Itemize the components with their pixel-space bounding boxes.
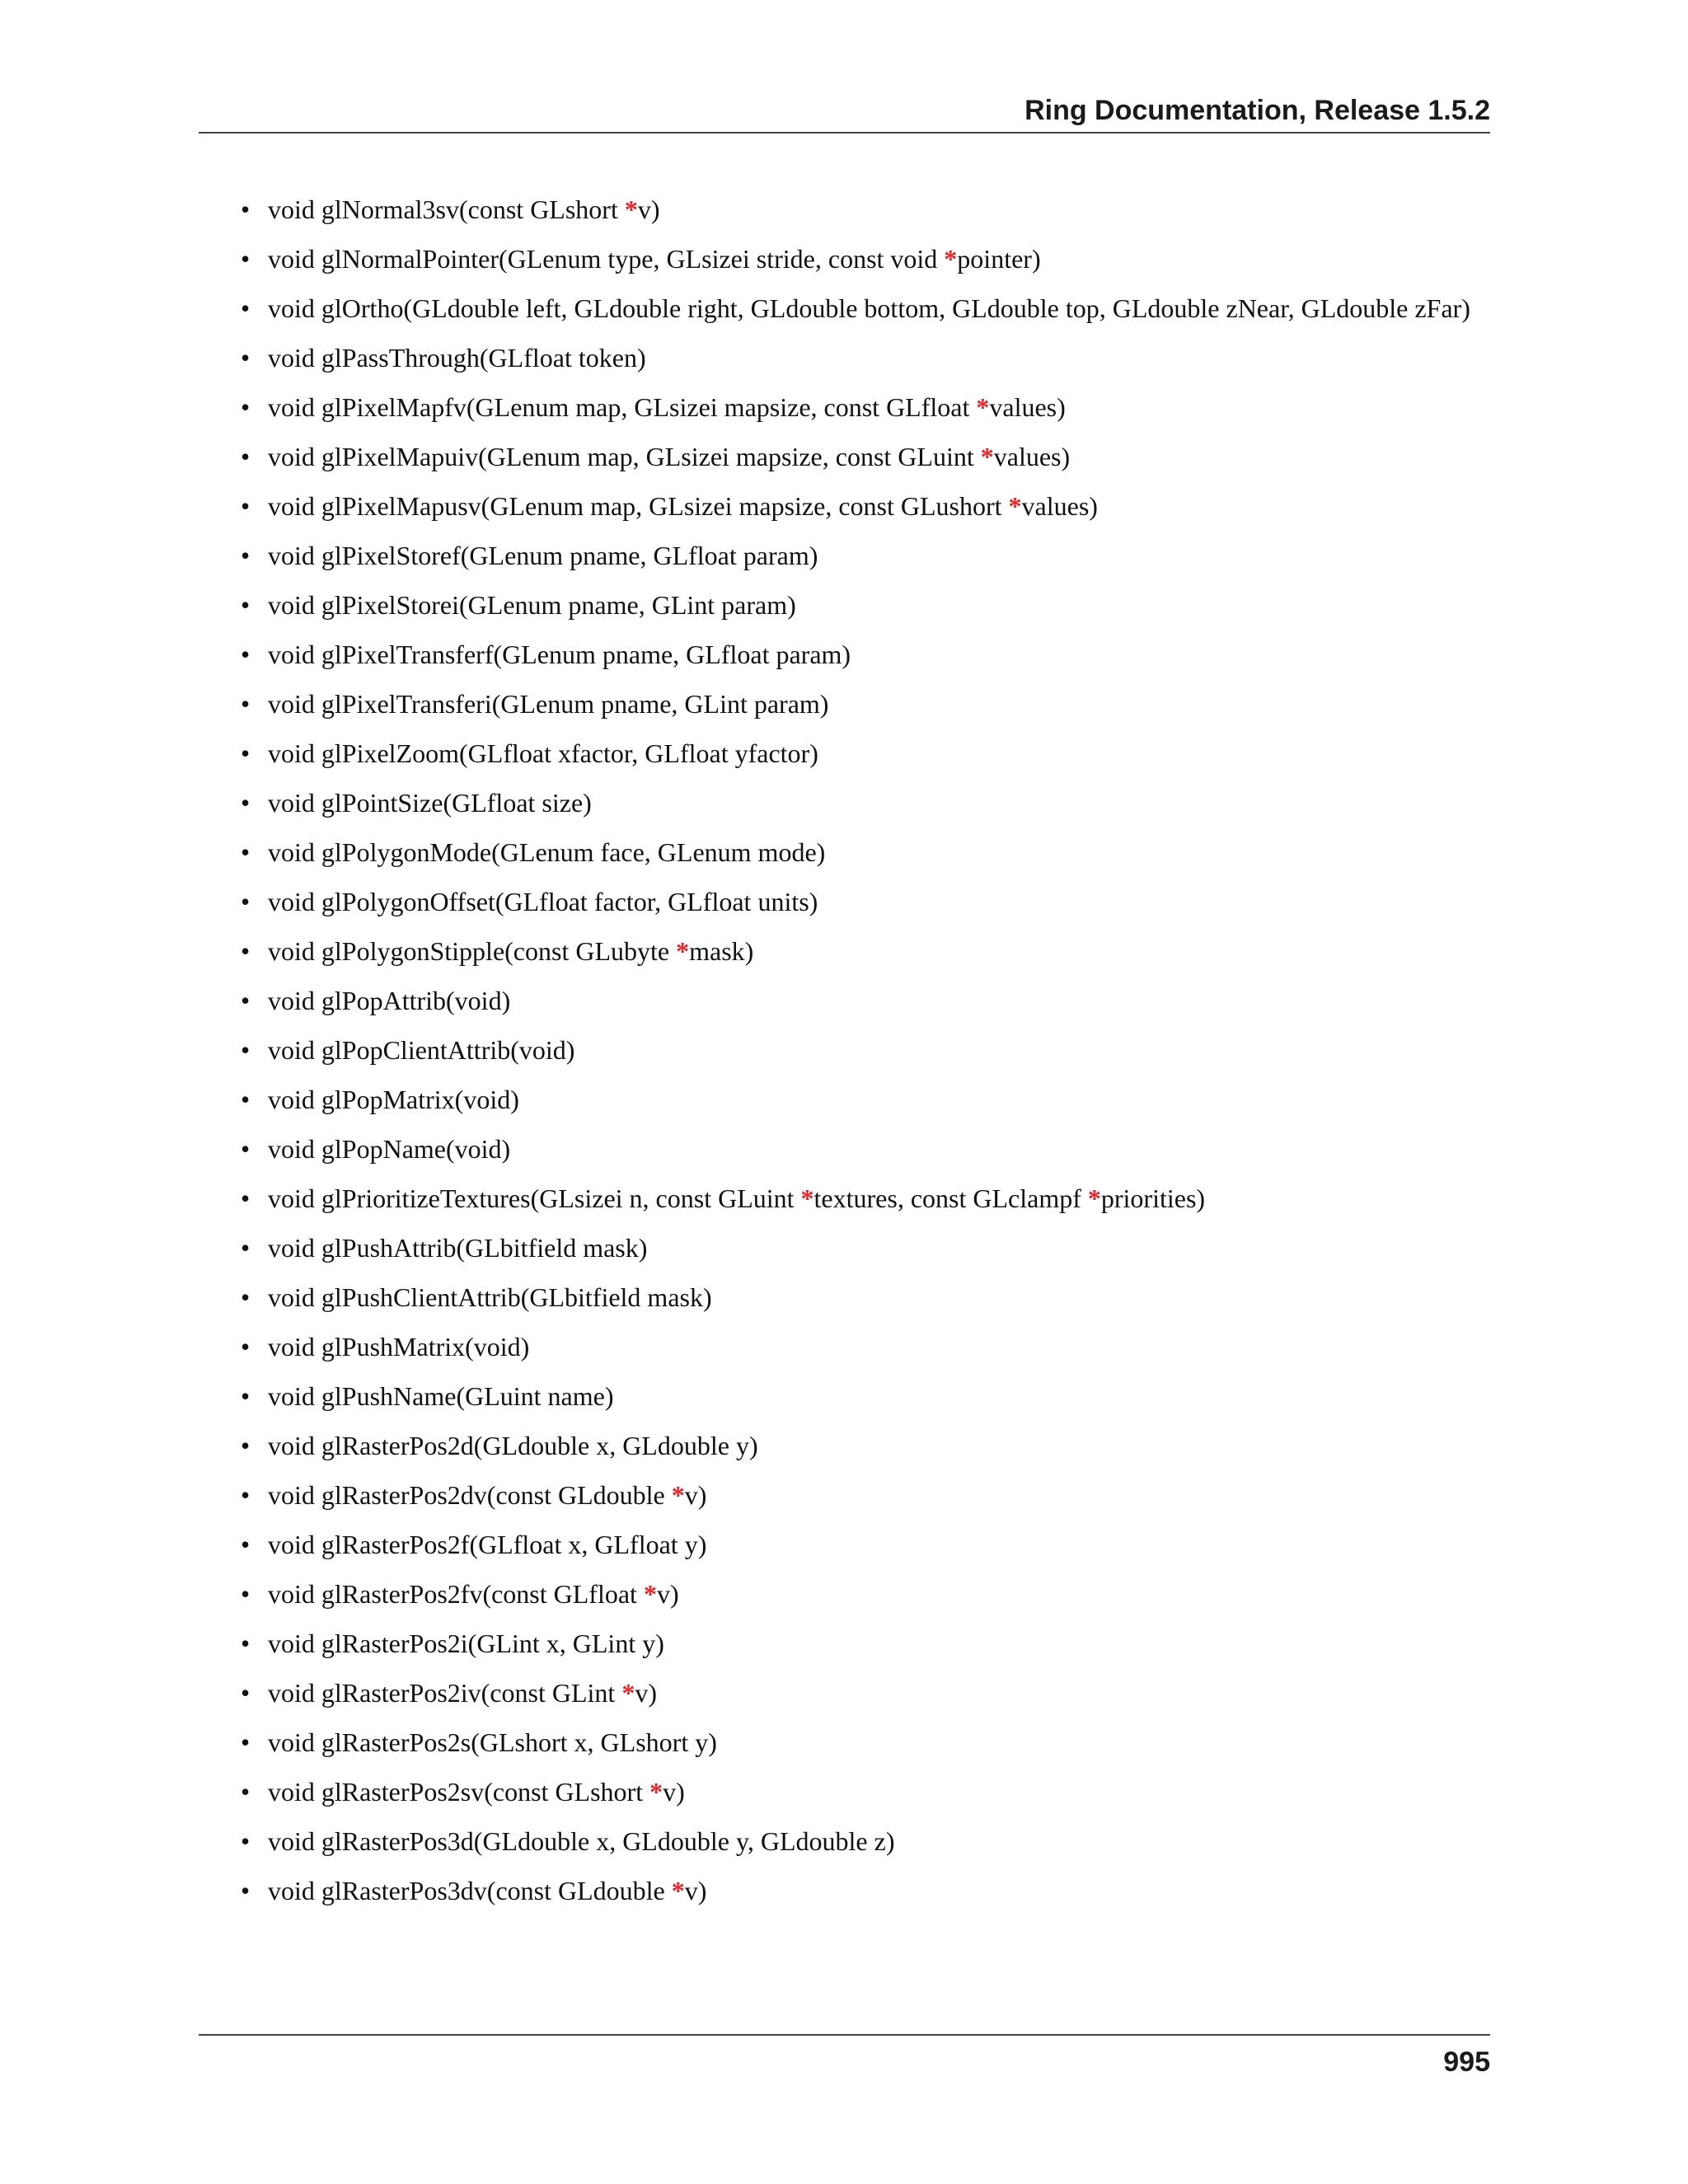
- signature-text: void glPixelMapfv(GLenum map, GLsizei mapsize, const GLfloat: [268, 392, 977, 422]
- bullet-icon: •: [241, 1678, 251, 1708]
- pointer-star: *: [649, 1777, 663, 1807]
- signature-text: void glPassThrough(GLfloat token): [268, 343, 646, 373]
- signature-text: void glPixelZoom(GLfloat xfactor, GLfloat yfactor): [268, 738, 818, 768]
- page-footer: [199, 2034, 1490, 2078]
- list-item: [241, 837, 1490, 868]
- signature-text: void glPolygonOffset(GLfloat factor, GLfloat units): [268, 887, 818, 916]
- list-item: [241, 1875, 1490, 1906]
- signature-text: void glPixelTransferf(GLenum pname, GLfloat param): [268, 640, 851, 669]
- signature-text: void glRasterPos2fv(const GLfloat: [268, 1579, 644, 1609]
- bullet-icon: •: [241, 541, 251, 570]
- bullet-icon: •: [241, 1826, 251, 1856]
- signature-text: void glPopName(void): [268, 1134, 511, 1164]
- list-item: [241, 1034, 1490, 1066]
- bullet-icon: •: [241, 1134, 251, 1164]
- pointer-star: *: [643, 1579, 657, 1609]
- pointer-star: *: [944, 244, 958, 274]
- list-item: [241, 1727, 1490, 1758]
- bullet-icon: •: [241, 887, 251, 916]
- bullet-icon: •: [241, 1282, 251, 1312]
- list-item: [241, 1183, 1490, 1214]
- signature-text: values): [993, 442, 1071, 471]
- list-item: [241, 1380, 1490, 1412]
- header-title: Ring Documentation, Release 1.5.2: [1025, 95, 1490, 126]
- pointer-star: *: [624, 194, 638, 224]
- signature-text: void glRasterPos3d(GLdouble x, GLdouble y, GLdouble z): [268, 1826, 895, 1856]
- signature-text: void glRasterPos2f(GLfloat x, GLfloat y): [268, 1530, 707, 1559]
- signature-text: void glRasterPos2d(GLdouble x, GLdouble y): [268, 1431, 758, 1460]
- list-item: [241, 886, 1490, 917]
- signature-text: void glNormal3sv(const GLshort: [268, 194, 625, 224]
- pointer-star: *: [980, 442, 994, 471]
- signature-text: void glPushClientAttrib(GLbitfield mask): [268, 1282, 712, 1312]
- list-item: [241, 985, 1490, 1016]
- bullet-icon: •: [241, 689, 251, 719]
- pointer-star: *: [976, 392, 990, 422]
- list-item: [241, 1084, 1490, 1115]
- signature-text: void glPrioritizeTextures(GLsizei n, const GLuint: [268, 1183, 801, 1213]
- bullet-icon: •: [241, 936, 251, 966]
- bullet-icon: •: [241, 442, 251, 471]
- list-item: [241, 1479, 1490, 1511]
- list-item: [241, 1282, 1490, 1313]
- list-item: [241, 194, 1490, 225]
- signature-text: void glNormalPointer(GLenum type, GLsizei stride, const void: [268, 244, 945, 274]
- bullet-icon: •: [241, 1727, 251, 1757]
- bullet-icon: •: [241, 343, 251, 373]
- bullet-icon: •: [241, 1431, 251, 1460]
- pointer-star: *: [676, 936, 690, 966]
- list-item: [241, 787, 1490, 818]
- list-item: [241, 1825, 1490, 1857]
- bullet-icon: •: [241, 1035, 251, 1065]
- bullet-icon: •: [241, 194, 251, 224]
- pointer-star: *: [1087, 1183, 1101, 1213]
- signature-text: void glPopAttrib(void): [268, 986, 511, 1015]
- bullet-icon: •: [241, 1777, 251, 1807]
- signature-text: void glPushAttrib(GLbitfield mask): [268, 1233, 648, 1263]
- list-item: [241, 1430, 1490, 1461]
- page-number: 995: [1443, 2046, 1490, 2078]
- signature-text: v): [656, 1579, 679, 1609]
- bullet-icon: •: [241, 1233, 251, 1263]
- bullet-icon: •: [241, 1530, 251, 1559]
- signature-text: v): [684, 1876, 707, 1905]
- list-item: [241, 639, 1490, 670]
- signature-text: void glPointSize(GLfloat size): [268, 788, 592, 818]
- bullet-icon: •: [241, 1480, 251, 1510]
- list-item: [241, 1232, 1490, 1263]
- page-header: [199, 92, 1490, 134]
- signature-text: v): [635, 1678, 657, 1708]
- signature-text: v): [684, 1480, 707, 1510]
- bullet-icon: •: [241, 1085, 251, 1114]
- signature-text: void glPixelMapusv(GLenum map, GLsizei mapsize, const GLushort: [268, 491, 1009, 521]
- pointer-star: *: [621, 1678, 635, 1708]
- bullet-icon: •: [241, 392, 251, 422]
- list-item: [241, 738, 1490, 769]
- signature-text: void glRasterPos2dv(const GLdouble: [268, 1480, 672, 1510]
- signature-text: void glRasterPos2s(GLshort x, GLshort y): [268, 1727, 717, 1757]
- signature-text: void glPolygonStipple(const GLubyte: [268, 936, 677, 966]
- list-item: [241, 490, 1490, 522]
- bullet-icon: •: [241, 1629, 251, 1658]
- list-item: [241, 243, 1490, 274]
- list-item: [241, 293, 1490, 324]
- signature-text: pointer): [957, 244, 1041, 274]
- bullet-icon: •: [241, 590, 251, 620]
- bullet-icon: •: [241, 738, 251, 768]
- signature-text: values): [989, 392, 1066, 422]
- signature-text: void glPixelMapuiv(GLenum map, GLsizei mapsize, const GLuint: [268, 442, 981, 471]
- pointer-star: *: [671, 1480, 685, 1510]
- list-item: [241, 1331, 1490, 1362]
- pointer-star: *: [1008, 491, 1022, 521]
- signature-text: priorities): [1100, 1183, 1206, 1213]
- signature-text: void glPixelTransferi(GLenum pname, GLint param): [268, 689, 829, 719]
- list-item: [241, 1578, 1490, 1610]
- signature-text: v): [663, 1777, 685, 1807]
- pointer-star: *: [800, 1183, 814, 1213]
- signature-text: void glPixelStoref(GLenum pname, GLfloat param): [268, 541, 818, 570]
- bullet-icon: •: [241, 244, 251, 274]
- bullet-icon: •: [241, 491, 251, 521]
- signature-text: void glPolygonMode(GLenum face, GLenum mode): [268, 837, 826, 867]
- list-item: [241, 1677, 1490, 1708]
- list-item: [241, 441, 1490, 472]
- bullet-icon: •: [241, 1579, 251, 1609]
- signature-text: void glOrtho(GLdouble left, GLdouble right, GLdouble bottom, GLdouble top, GLdouble zNear, GLdouble zFar): [268, 293, 1470, 323]
- signature-text: void glPixelStorei(GLenum pname, GLint param): [268, 590, 796, 620]
- signature-text: void glPushMatrix(void): [268, 1332, 530, 1361]
- bullet-icon: •: [241, 837, 251, 867]
- bullet-icon: •: [241, 986, 251, 1015]
- signature-text: void glPushName(GLuint name): [268, 1381, 614, 1411]
- list-item: [241, 935, 1490, 967]
- list-item: [241, 1529, 1490, 1560]
- signature-text: textures, const GLclampf: [814, 1183, 1088, 1213]
- bullet-icon: •: [241, 293, 251, 323]
- list-item: [241, 589, 1490, 621]
- signature-text: v): [637, 194, 660, 224]
- signature-text: mask): [689, 936, 754, 966]
- signature-text: void glPopMatrix(void): [268, 1085, 519, 1114]
- pointer-star: *: [671, 1876, 685, 1905]
- signature-text: void glRasterPos2sv(const GLshort: [268, 1777, 650, 1807]
- list-item: [241, 1776, 1490, 1807]
- bullet-icon: •: [241, 640, 251, 669]
- signature-text: values): [1021, 491, 1098, 521]
- list-item: [241, 391, 1490, 423]
- bullet-icon: •: [241, 788, 251, 818]
- bullet-icon: •: [241, 1381, 251, 1411]
- list-item: [241, 1133, 1490, 1165]
- list-item: [241, 688, 1490, 719]
- signature-text: void glRasterPos3dv(const GLdouble: [268, 1876, 672, 1905]
- signature-text: void glRasterPos2i(GLint x, GLint y): [268, 1629, 664, 1658]
- bullet-icon: •: [241, 1332, 251, 1361]
- list-item: [241, 540, 1490, 571]
- function-signature-list: [241, 194, 1490, 1924]
- signature-text: void glRasterPos2iv(const GLint: [268, 1678, 622, 1708]
- bullet-icon: •: [241, 1183, 251, 1213]
- bullet-icon: •: [241, 1876, 251, 1905]
- list-item: [241, 342, 1490, 373]
- signature-text: void glPopClientAttrib(void): [268, 1035, 575, 1065]
- list-item: [241, 1628, 1490, 1659]
